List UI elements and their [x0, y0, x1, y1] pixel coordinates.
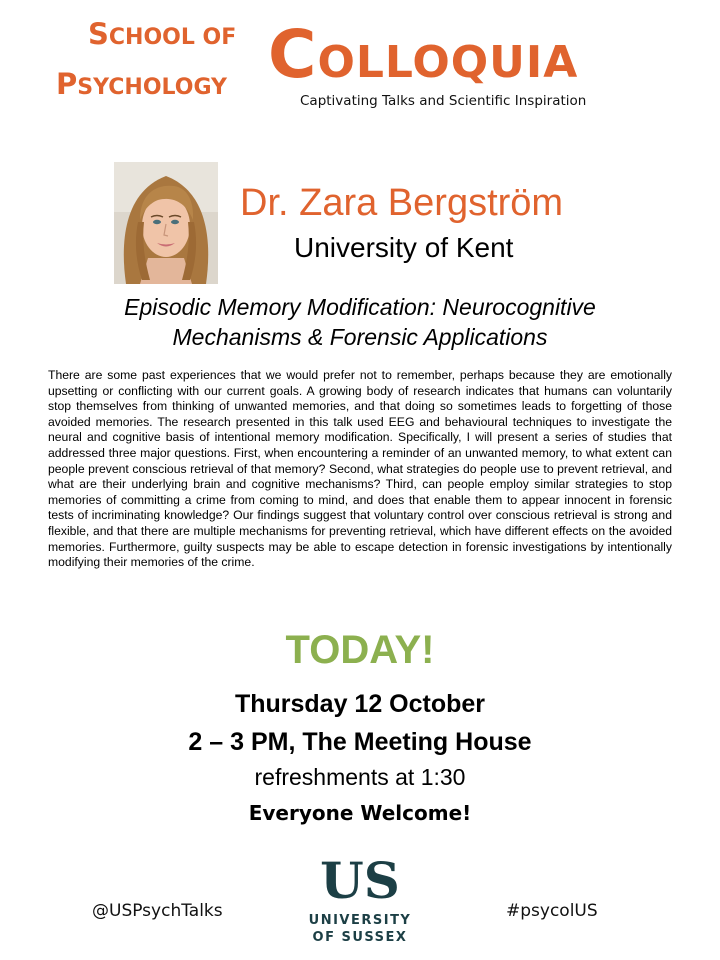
speaker-institution: University of Kent — [294, 232, 514, 263]
hashtag: #psycolUS — [506, 901, 598, 921]
header-psychology: PSYCHOLOGY — [56, 67, 227, 101]
speaker-name: Dr. Zara Bergström — [240, 182, 564, 224]
logo-line2: OF SUSSEX — [312, 930, 408, 945]
header-colloquia: COLLOQUIA — [268, 16, 579, 93]
talk-abstract: There are some past experiences that we would prefer not to remember, perhaps because they are emotionally upsetting or conflicting with our current goals. A growing body of research indicates that humans can voluntarily stop themselves from thinking of unwanted memories, and that doing so sometimes leads to forgetting of those avoided memories. The research presented in this talk used EEG and behavioural techniques to investigate the neural and cognitive basis of intentional memory modification. Specifically, I will present a series of studies that addressed three major questions. First, when encountering a reminder of an unwanted memory, to what extent can people prevent conscious retrieval of that memory? Second, what strategies do people use to prevent retrieval, and what are their underlying brain and cognitive mechanisms? Third, can people employ similar strategies to stop memories of committing a crime from coming to mind, and does that enable them to appear innocent in forensic tests of incriminating knowledge? Our findings suggest that voluntary control over conscious retrieval is strong and flexible, and that there are multiple mechanisms for preventing retrieval, which have different effects on the avoided memories. Furthermore, guilty suspects may be able to escape detection in forensic investigations by intentionally modifying their memories of the crime. — [48, 368, 672, 570]
logo-line1: UNIVERSITY — [308, 913, 412, 928]
logo-mark: US — [320, 851, 400, 910]
talk-title — [60, 292, 660, 352]
talk-title-line1: Episodic Memory Modification: Neurocognitive — [124, 294, 596, 320]
event-welcome: Everyone Welcome! — [248, 801, 472, 825]
event-refreshments: refreshments at 1:30 — [254, 764, 466, 790]
speaker-photo — [114, 162, 218, 284]
event-date: Thursday 12 October — [234, 690, 486, 718]
header-tagline: Captivating Talks and Scientific Inspiration — [300, 93, 587, 109]
university-of-sussex-logo — [300, 848, 420, 948]
header-school-of: SCHOOL OF — [88, 17, 237, 51]
event-time-location: 2 – 3 PM, The Meeting House — [188, 728, 532, 756]
twitter-handle: @USPsychTalks — [92, 901, 223, 921]
today-banner: TODAY! — [285, 628, 435, 672]
talk-title-line2: Mechanisms & Forensic Applications — [172, 324, 548, 350]
